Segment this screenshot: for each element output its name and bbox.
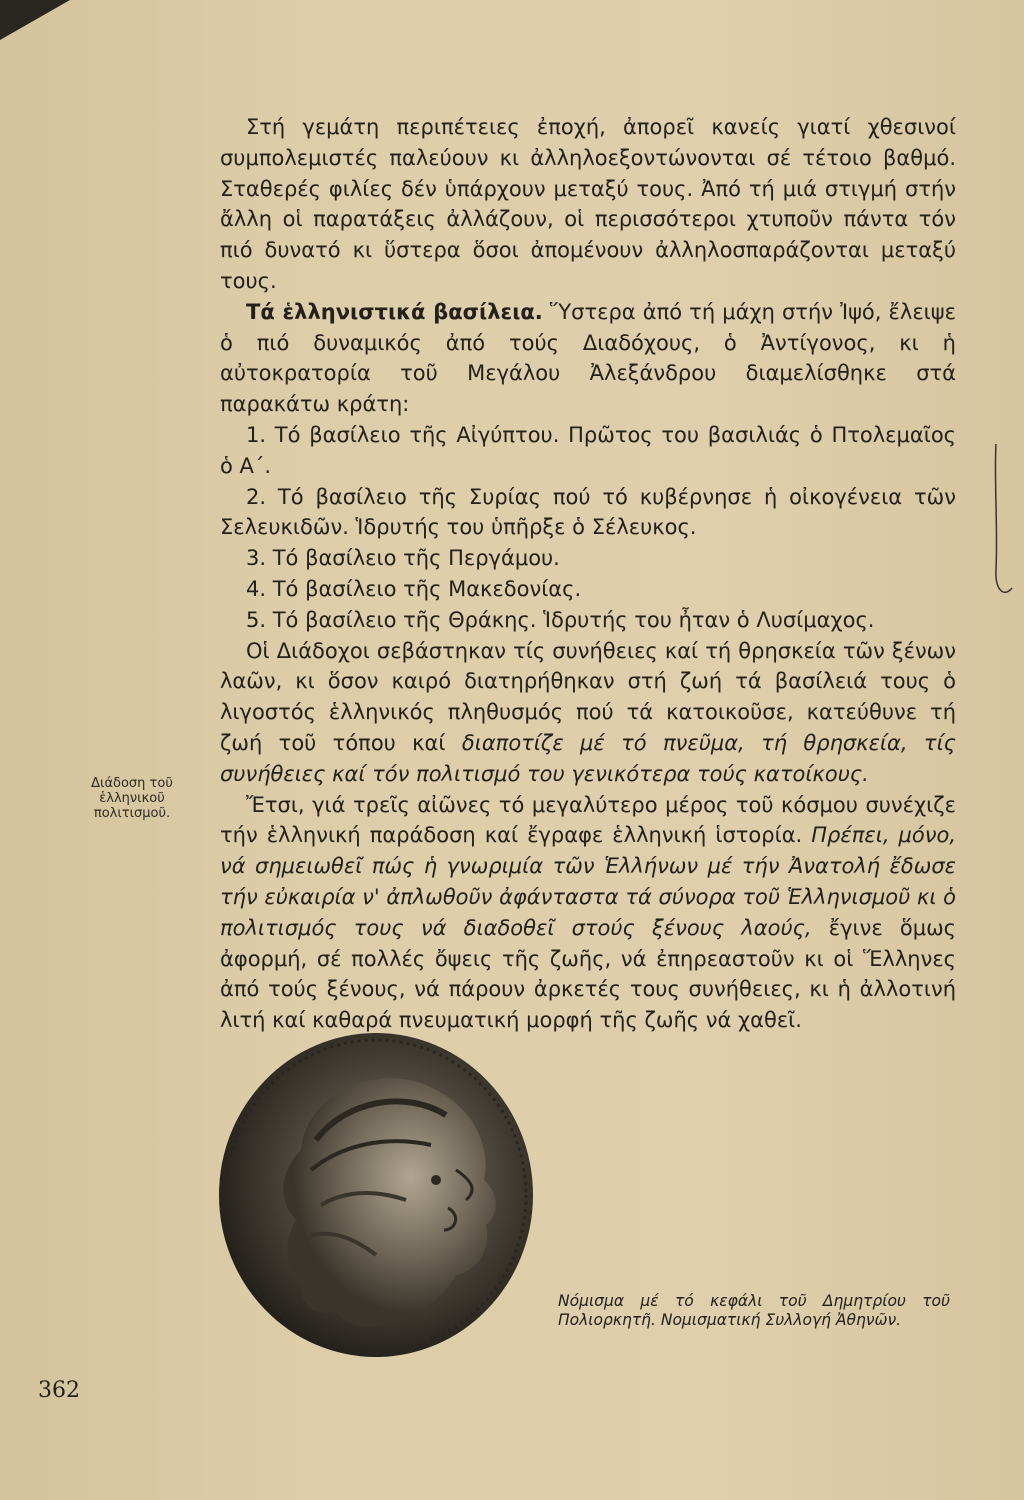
list-item: 4. Τό βασίλειο τῆς Μακεδονίας.: [246, 576, 582, 601]
pencil-bracket-mark: [990, 440, 1016, 600]
paragraph-4-text: Ἔτσι, γιά τρεῖς αἰῶνες τό μεγαλύτερο μέρος τοῦ κόσμου συνέχιζε τήν ἑλληνική παράδοση καί ἔγραφε ἑλληνική ἱστορία.: [220, 792, 956, 848]
paragraph-3-italic: διαποτίζε μέ τό πνεῦμα, τή θρησκεία, τίς συνήθειες καί τόν πολιτισμό του γενικότερα τούς κατοίκους.: [220, 730, 956, 786]
paragraph-2: [220, 297, 956, 420]
section-heading: Τά ἑλληνιστικά βασίλεια.: [246, 299, 543, 324]
main-text-column: [220, 112, 956, 1036]
image-caption: Νόμισμα μέ τό κεφάλι τοῦ Δημητρίου τοῦ Πολιορκητῆ. Νομισματική Συλλογή Ἀθηνῶν.: [558, 1292, 950, 1329]
coin-image: [216, 1030, 536, 1360]
coin-illustration: [216, 1030, 536, 1360]
paragraph-3-text: Οἱ Διάδοχοι σεβάστηκαν τίς συνήθειες καί τή θρησκεία τῶν ξένων λαῶν, κι ὅσον καιρό διατηρήθηκαν στή ζωή τά βασίλειά τους ὁ λιγοστός ἑλληνικός πληθυσμός πού τά κατοικοῦσε, κατεύθυνε τή ζωή τοῦ τόπου καί: [220, 638, 956, 755]
paragraph-4-end: ἔγινε ὅμως ἀφορμή, σέ πολλές ὄψεις τῆς ζωῆς, νά ἐπηρεαστοῦν κι οἱ Ἕλληνες ἀπό τούς ξένους, νά πάρουν ἀρκετές τους συνήθειες, κι ἡ ἀλλοτινή λιτή καί καθαρά πνευματική μορφή τῆς ζωῆς νά χαθεῖ.: [220, 915, 957, 1033]
list-item: 2. Τό βασίλειο τῆς Συρίας πού τό κυβέρνησε ἡ οἰκογένεια τῶν Σελευκιδῶν. Ἱδρυτής του ὑπῆρξε ὁ Σέλευκος.: [220, 484, 956, 540]
list-item: 1. Τό βασίλειο τῆς Αἰγύπτου. Πρῶτος του βασιλιάς ὁ Πτολεμαῖος ὁ Α΄.: [220, 422, 956, 478]
margin-note: Διάδοση τοῦ ἑλληνικοῦ πολιτισμοῦ.: [91, 776, 173, 821]
list-item: 3. Τό βασίλειο τῆς Περγάμου.: [246, 546, 560, 571]
dark-page-corner: [0, 0, 70, 40]
paragraph-2-text: Ὕστερα ἀπό τή μάχη στήν Ἰψό, ἔλειψε ὁ πιό δυναμικός ἀπό τούς Διαδόχους, ὁ Ἀντίγονος, κι ἡ αὐτοκρατορία τοῦ Μεγάλου Ἀλεξάνδρου διαμελίσθηκε στά παρακάτω κράτη:: [220, 299, 956, 417]
paragraph-3: [220, 636, 956, 790]
page-number: 362: [38, 1378, 80, 1403]
list-item: 5. Τό βασίλειο τῆς Θράκης. Ἱδρυτής του ἦταν ὁ Λυσίμαχος.: [246, 607, 875, 632]
paragraph-4-italic: Πρέπει, μόνο, νά σημειωθεῖ πώς ἡ γνωριμία τῶν Ἑλλήνων μέ τήν Ἀνατολή ἔδωσε τήν εὐκαιρία ν' ἀπλωθοῦν ἀφάνταστα τά σύνορα τοῦ Ἑλληνισμοῦ κι ὁ πολιτισμός τους νά διαδοθεῖ στούς ξένους λαούς,: [220, 823, 957, 940]
paragraph-1: Στή γεμάτη περιπέτειες ἐποχή, ἀπορεῖ κανείς γιατί χθεσινοί συμπολεμιστές παλεύουν κι ἀλληλοεξοντώνονται σέ τέτοιο βαθμό. Σταθερές φιλίες δέν ὑπάρχουν μεταξύ τους. Ἀπό τή μιά στιγμή στήν ἄλλη οἱ παρατάξεις ἀλλάζουν, οἱ περισσότεροι χτυποῦν πάντα τόν πιό δυνατό κι ὕστερα ὅσοι ἀπομένουν ἀλληλοσπαράζονται μεταξύ τους.: [220, 115, 956, 293]
paragraph-4: [220, 790, 956, 1036]
